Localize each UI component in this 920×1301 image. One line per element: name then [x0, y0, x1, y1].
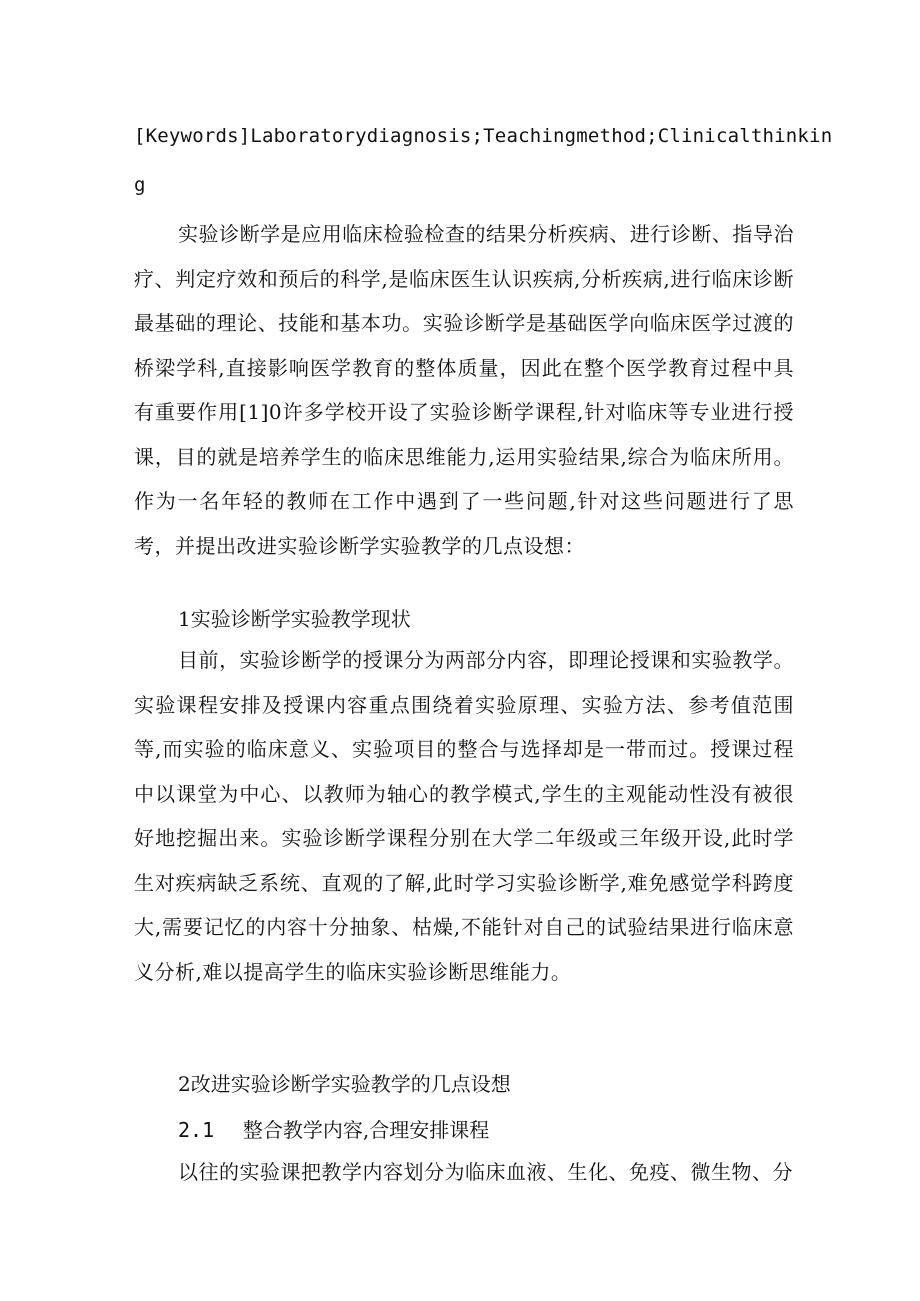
subsection-number: 2.1: [178, 1118, 215, 1142]
keywords-line: [Keywords]Laboratorydiagnosis;Teachingmethod;Clinicalthinkin: [134, 125, 833, 147]
intro-paragraph: 实验诊断学是应用临床检验检查的结果分析疾病、进行诊断、指导治疗、判定疗效和预后的科学,是临床医生认识疾病,分析疾病,进行临床诊断最基础的理论、技能和基本功。实验诊断学是基础医学向临床医学过渡的桥梁学科,直接影响医学教育的整体质量，因此在整个医学教育过程中具有重要作用[1]0许多学校开设了实验诊断学课程,针对临床等专业进行授课，目的就是培养学生的临床思维能力,运用实验结果,综合为临床所用。作为一名年轻的教师在工作中遇到了一些问题,针对这些问题进行了思考，并提出改进实验诊断学实验教学的几点设想：: [134, 222, 794, 558]
section-1-paragraph: 目前，实验诊断学的授课分为两部分内容，即理论授课和实验教学。实验课程安排及授课内容重点围绕着实验原理、实验方法、参考值范围等,而实验的临床意义、实验项目的整合与选择却是一带而过。授课过程中以课堂为中心、以教师为轴心的教学模式,学生的主观能动性没有被很好地挖掘出来。实验诊断学课程分别在大学二年级或三年级开设,此时学生对疾病缺乏系统、直观的了解,此时学习实验诊断学,难免感觉学科跨度大,需要记忆的内容十分抽象、枯燥,不能针对自己的试验结果进行临床意义分析,难以提高学生的临床实验诊断思维能力。: [134, 648, 794, 984]
subsection-title: 整合教学内容,合理安排课程: [242, 1118, 490, 1142]
section-2-heading: 2改进实验诊断学实验教学的几点设想: [178, 1072, 511, 1096]
keywords-line-continuation: g: [134, 174, 146, 196]
subsection-2-1-paragraph: 以往的实验课把教学内容划分为临床血液、生化、免疫、微生物、分: [178, 1160, 793, 1184]
section-1-heading: 1实验诊断学实验教学现状: [178, 607, 411, 631]
subsection-2-1-heading: [178, 1117, 489, 1143]
